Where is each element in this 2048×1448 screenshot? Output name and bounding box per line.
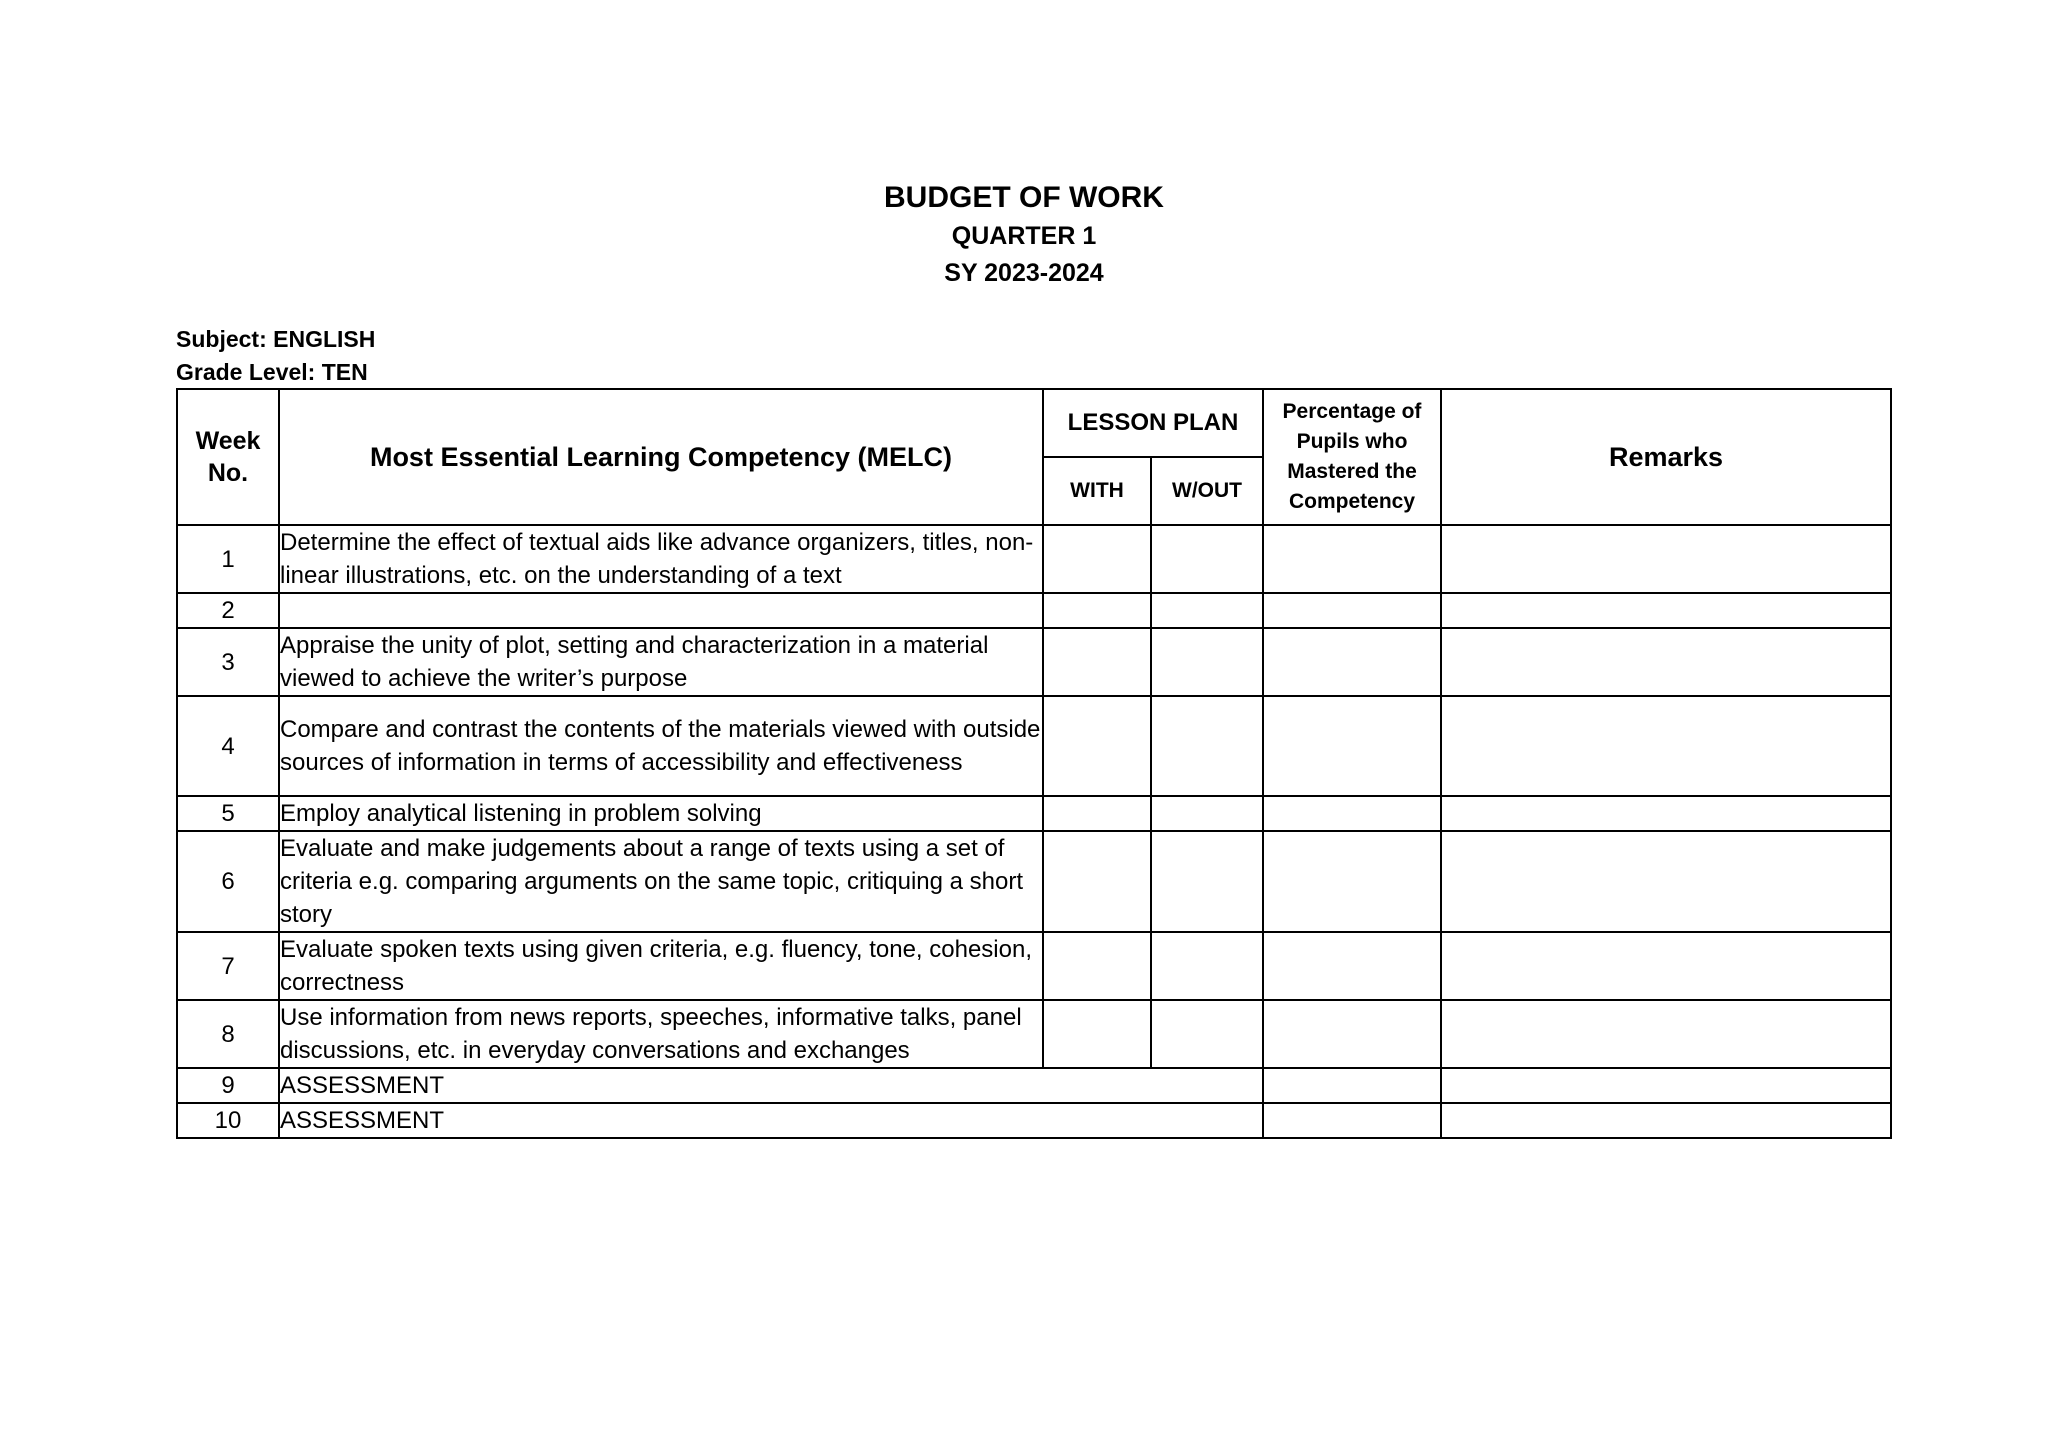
document-title: BUDGET OF WORK bbox=[884, 181, 1164, 214]
without-cell bbox=[1151, 932, 1263, 1000]
remarks-cell bbox=[1441, 1068, 1891, 1103]
remarks-cell bbox=[1441, 525, 1891, 593]
table-row bbox=[177, 1103, 1891, 1138]
school-year-label: SY 2023-2024 bbox=[944, 259, 1104, 287]
week-cell: 8 bbox=[177, 1000, 279, 1068]
remarks-cell bbox=[1441, 1103, 1891, 1138]
competency-cell: Evaluate and make judgements about a range of texts using a set of criteria e.g. comparing arguments on the same topic, critiquing a short story bbox=[279, 831, 1043, 932]
week-header-line1: Week bbox=[195, 427, 261, 455]
melc-header: Most Essential Learning Competency (MELC) bbox=[279, 389, 1043, 525]
budget-of-work-table bbox=[176, 388, 1892, 1139]
quarter-label: QUARTER 1 bbox=[951, 222, 1097, 250]
percentage-cell bbox=[1263, 831, 1441, 932]
week-cell: 10 bbox=[177, 1103, 279, 1138]
grade-level-label: Grade Level: TEN bbox=[176, 359, 368, 385]
percentage-cell bbox=[1263, 932, 1441, 1000]
week-cell: 1 bbox=[177, 525, 279, 593]
competency-cell bbox=[279, 593, 1043, 628]
competency-cell: Determine the effect of textual aids like advance organizers, titles, non-linear illustrations, etc. on the understanding of a text bbox=[279, 525, 1043, 593]
remarks-cell bbox=[1441, 628, 1891, 696]
week-cell: 3 bbox=[177, 628, 279, 696]
remarks-cell bbox=[1441, 593, 1891, 628]
table-row bbox=[177, 1000, 1891, 1068]
remarks-header: Remarks bbox=[1441, 389, 1891, 525]
with-cell bbox=[1043, 831, 1151, 932]
without-cell bbox=[1151, 696, 1263, 796]
percentage-cell bbox=[1263, 1068, 1441, 1103]
subject-info bbox=[176, 323, 375, 389]
with-cell bbox=[1043, 525, 1151, 593]
remarks-cell bbox=[1441, 1000, 1891, 1068]
with-cell bbox=[1043, 932, 1151, 1000]
with-cell bbox=[1043, 796, 1151, 831]
competency-cell: Compare and contrast the contents of the materials viewed with outside sources of information in terms of accessibility and effectiveness bbox=[279, 696, 1043, 796]
week-cell: 9 bbox=[177, 1068, 279, 1103]
percentage-cell bbox=[1263, 796, 1441, 831]
header-row bbox=[177, 389, 1891, 457]
percentage-header: Percentage of Pupils who Mastered the Competency bbox=[1263, 389, 1441, 525]
without-header: W/OUT bbox=[1151, 457, 1263, 525]
remarks-cell bbox=[1441, 831, 1891, 932]
percentage-cell bbox=[1263, 696, 1441, 796]
table-row bbox=[177, 593, 1891, 628]
without-cell bbox=[1151, 593, 1263, 628]
competency-cell: ASSESSMENT bbox=[279, 1103, 1263, 1138]
with-cell bbox=[1043, 628, 1151, 696]
title-block bbox=[0, 178, 2048, 292]
competency-cell: Evaluate spoken texts using given criteria, e.g. fluency, tone, cohesion, correctness bbox=[279, 932, 1043, 1000]
remarks-cell bbox=[1441, 932, 1891, 1000]
without-cell bbox=[1151, 796, 1263, 831]
table-row bbox=[177, 696, 1891, 796]
with-header: WITH bbox=[1043, 457, 1151, 525]
competency-cell: Employ analytical listening in problem solving bbox=[279, 796, 1043, 831]
week-header-line2: No. bbox=[207, 459, 249, 487]
without-cell bbox=[1151, 831, 1263, 932]
competency-cell: Appraise the unity of plot, setting and characterization in a material viewed to achieve the writer’s purpose bbox=[279, 628, 1043, 696]
lesson-plan-header: LESSON PLAN bbox=[1043, 389, 1263, 457]
without-cell bbox=[1151, 628, 1263, 696]
percentage-cell bbox=[1263, 628, 1441, 696]
week-header bbox=[177, 389, 279, 525]
percentage-cell bbox=[1263, 593, 1441, 628]
table-row bbox=[177, 932, 1891, 1000]
week-cell: 2 bbox=[177, 593, 279, 628]
table-row bbox=[177, 796, 1891, 831]
table-row bbox=[177, 628, 1891, 696]
table-row bbox=[177, 525, 1891, 593]
percentage-cell bbox=[1263, 525, 1441, 593]
week-cell: 6 bbox=[177, 831, 279, 932]
remarks-cell bbox=[1441, 696, 1891, 796]
with-cell bbox=[1043, 696, 1151, 796]
table-row bbox=[177, 831, 1891, 932]
week-cell: 5 bbox=[177, 796, 279, 831]
with-cell bbox=[1043, 1000, 1151, 1068]
percentage-cell bbox=[1263, 1000, 1441, 1068]
remarks-cell bbox=[1441, 796, 1891, 831]
week-cell: 7 bbox=[177, 932, 279, 1000]
percentage-cell bbox=[1263, 1103, 1441, 1138]
competency-cell: Use information from news reports, speeches, informative talks, panel discussions, etc. in everyday conversations and exchanges bbox=[279, 1000, 1043, 1068]
competency-cell: ASSESSMENT bbox=[279, 1068, 1263, 1103]
subject-label: Subject: ENGLISH bbox=[176, 326, 376, 352]
week-cell: 4 bbox=[177, 696, 279, 796]
table-row bbox=[177, 1068, 1891, 1103]
without-cell bbox=[1151, 525, 1263, 593]
with-cell bbox=[1043, 593, 1151, 628]
without-cell bbox=[1151, 1000, 1263, 1068]
